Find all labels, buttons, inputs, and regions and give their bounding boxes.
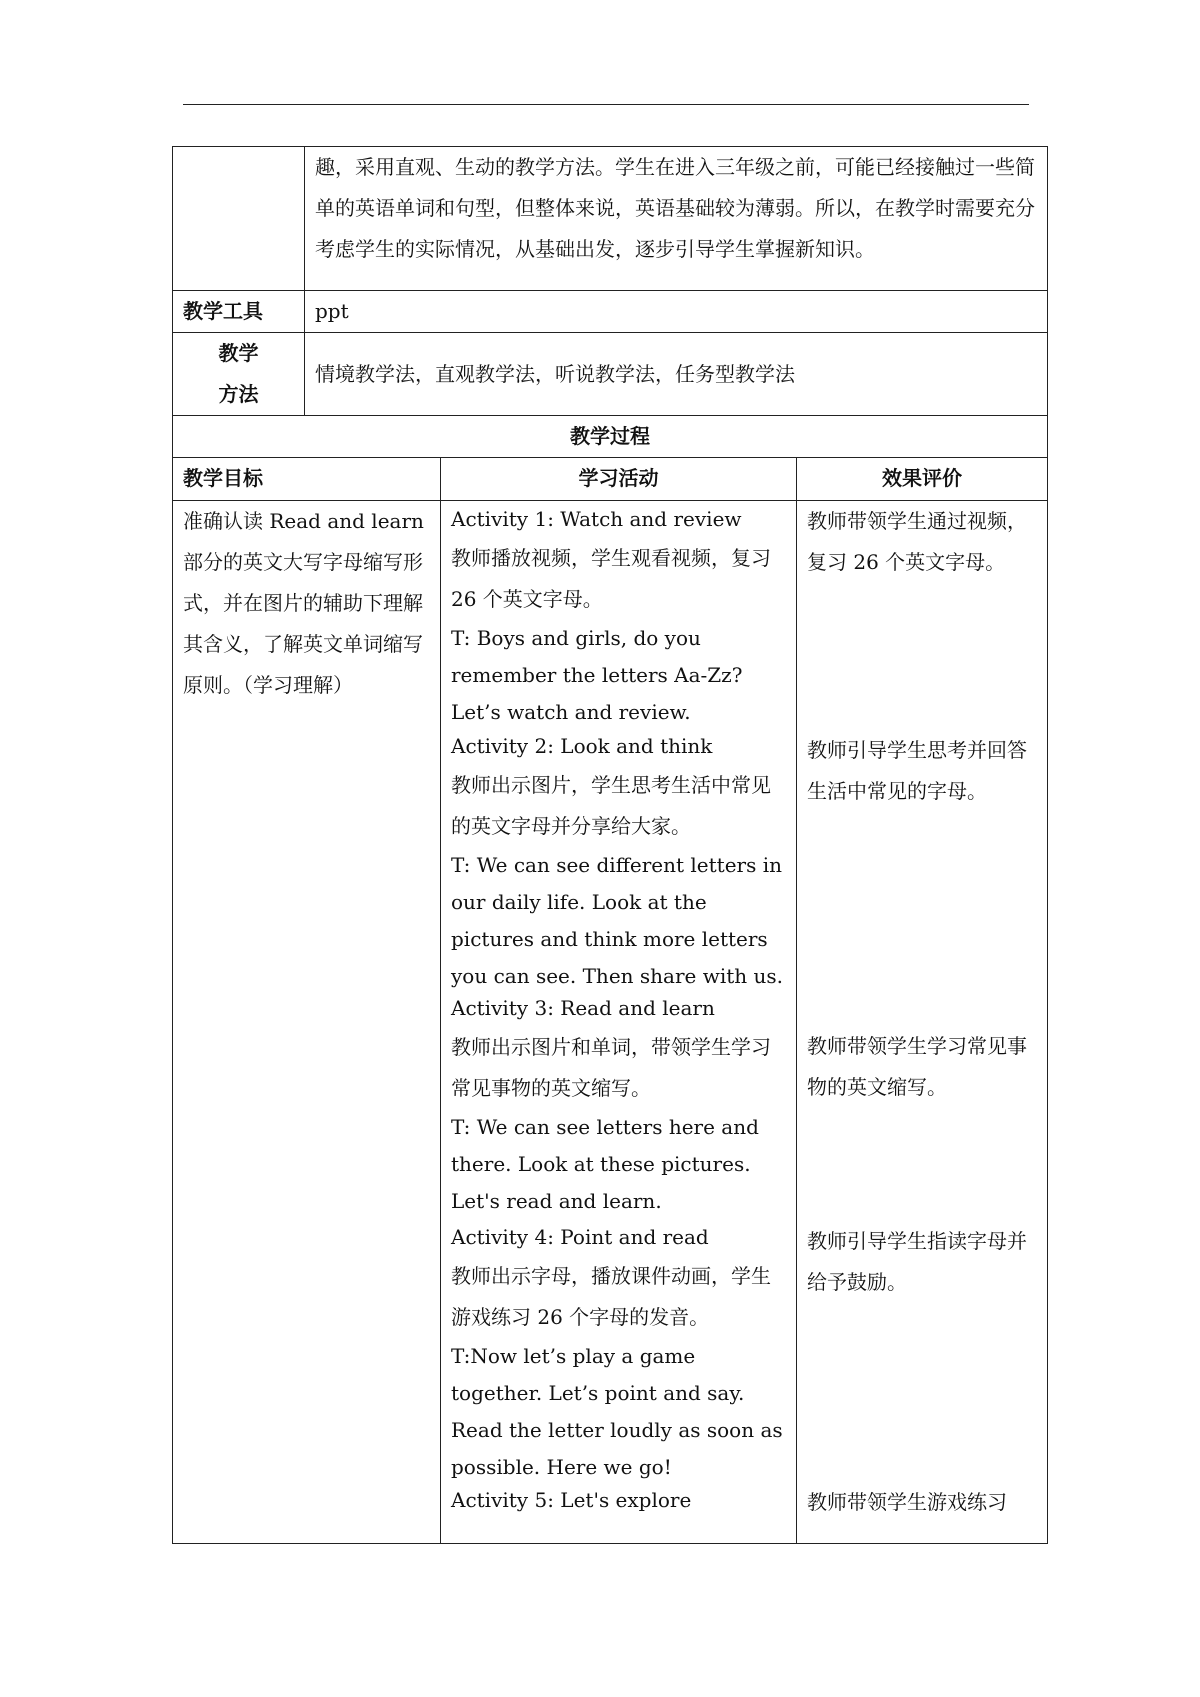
evaluation-2-wrap xyxy=(807,728,1037,990)
activity-5-title: Activity 5: Let's explore xyxy=(451,1488,692,1512)
process-title-row xyxy=(173,416,1048,458)
activity-4-en: T:Now let’s play a game together. Let’s point and say. Read the letter loudly as soon as possible. Here we go! xyxy=(451,1344,783,1479)
evaluations-cell xyxy=(797,501,1048,1544)
evaluation-5-wrap xyxy=(807,1482,1037,1523)
evaluation-1: 教师带领学生通过视频，复习 26 个英文字母。 xyxy=(807,509,1027,574)
process-title: 教学过程 xyxy=(173,416,1048,458)
column-header-row xyxy=(173,458,1048,501)
activity-4-title: Activity 4: Point and read xyxy=(451,1225,709,1249)
goal-text: 准确认读 Read and learn 部分的英文大写字母缩写形式，并在图片的辅助下理解其含义，了解英文单词缩写原则。（学习理解） xyxy=(173,501,441,1544)
column-header-goal: 教学目标 xyxy=(173,458,441,501)
activity-2-title: Activity 2: Look and think xyxy=(451,734,713,758)
tools-label: 教学工具 xyxy=(173,291,305,333)
methods-label xyxy=(173,333,305,416)
evaluation-1-wrap xyxy=(807,501,1037,728)
evaluation-2: 教师引导学生思考并回答生活中常见的字母。 xyxy=(807,738,1027,803)
methods-label-line2: 方法 xyxy=(218,382,259,406)
intro-label-cell xyxy=(173,147,305,291)
activity-3-en: T: We can see letters here and there. Look at these pictures. Let's read and learn. xyxy=(451,1115,759,1213)
methods-row xyxy=(173,333,1048,416)
column-header-evaluation: 效果评价 xyxy=(797,458,1048,501)
column-header-activity: 学习活动 xyxy=(441,458,797,501)
activity-3-zh: 教师出示图片和单词，带领学生学习常见事物的英文缩写。 xyxy=(451,1035,771,1100)
intro-text: 趣，采用直观、生动的教学方法。学生在进入三年级之前，可能已经接触过一些简单的英语单词和句型，但整体来说，英语基础较为薄弱。所以，在教学时需要充分考虑学生的实际情况，从基础出发，逐步引导学生掌握新知识。 xyxy=(305,147,1048,291)
activity-2 xyxy=(451,728,786,990)
activity-2-en: T: We can see different letters in our daily life. Look at the pictures and think more letters you can see. Then share with us. xyxy=(451,853,784,988)
evaluation-5: 教师带领学生游戏练习 xyxy=(807,1490,1007,1514)
activity-5 xyxy=(451,1482,786,1519)
intro-row xyxy=(173,147,1048,291)
tools-value: ppt xyxy=(305,291,1048,333)
activity-4-zh: 教师出示字母，播放课件动画，学生游戏练习 26 个字母的发音。 xyxy=(451,1264,771,1329)
activities-row xyxy=(173,501,1048,1544)
activity-1 xyxy=(451,501,786,728)
activities-cell xyxy=(441,501,797,1544)
lesson-plan-table xyxy=(172,146,1048,1544)
activity-2-zh: 教师出示图片，学生思考生活中常见的英文字母并分享给大家。 xyxy=(451,773,771,838)
methods-value: 情境教学法，直观教学法，听说教学法，任务型教学法 xyxy=(305,333,1048,416)
activity-1-zh: 教师播放视频，学生观看视频，复习 26 个英文字母。 xyxy=(451,546,771,611)
activity-4 xyxy=(451,1219,786,1482)
evaluation-3-wrap xyxy=(807,990,1037,1219)
methods-label-line1: 教学 xyxy=(218,341,259,365)
activity-1-en: T: Boys and girls, do you remember the letters Aa-Zz? Let’s watch and review. xyxy=(451,626,743,724)
evaluation-4: 教师引导学生指读字母并给予鼓励。 xyxy=(807,1229,1027,1294)
tools-row xyxy=(173,291,1048,333)
activity-3-title: Activity 3: Read and learn xyxy=(451,996,715,1020)
activity-1-title: Activity 1: Watch and review xyxy=(451,507,742,531)
evaluation-4-wrap xyxy=(807,1219,1037,1482)
activity-3 xyxy=(451,990,786,1219)
evaluation-3: 教师带领学生学习常见事物的英文缩写。 xyxy=(807,1034,1027,1099)
header-rule xyxy=(183,104,1029,105)
